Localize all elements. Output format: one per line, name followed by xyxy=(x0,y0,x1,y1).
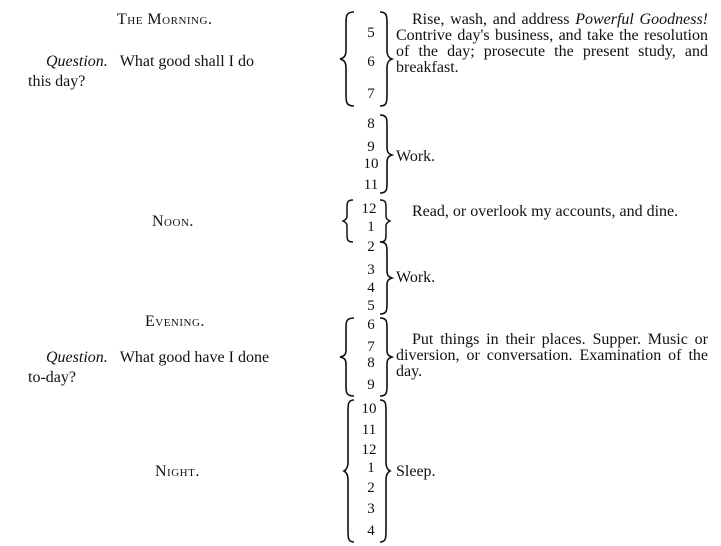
evening-right-brace xyxy=(378,316,394,398)
evening-question-prefix: Question. xyxy=(46,349,108,366)
evening-left-brace xyxy=(338,316,356,398)
morning-label: The Morning. xyxy=(117,11,213,28)
hour-3-am: 3 xyxy=(367,501,375,517)
work-am-desc: Work. xyxy=(396,148,436,165)
morning-question-prefix: Question. xyxy=(46,53,108,70)
hour-8-pm: 8 xyxy=(367,355,375,371)
hour-9: 9 xyxy=(367,139,375,155)
hour-1-pm: 1 xyxy=(367,219,375,235)
evening-desc-text: Put things in their places. Supper. Music or diversion, or conversation. Examination of the day. xyxy=(396,331,708,380)
hour-3: 3 xyxy=(367,262,375,278)
morning-question-text: What good shall I do xyxy=(119,53,254,70)
evening-label: Evening. xyxy=(145,313,205,330)
hour-7: 7 xyxy=(367,86,375,102)
morning-question-cont: this day? xyxy=(28,73,86,90)
noon-left-brace xyxy=(341,198,355,244)
hour-2: 2 xyxy=(367,239,375,255)
hour-12-am: 12 xyxy=(361,442,377,458)
evening-question-cont: to-day? xyxy=(28,369,76,386)
hour-6: 6 xyxy=(367,54,375,70)
work-pm-desc: Work. xyxy=(396,269,436,286)
night-label: Night. xyxy=(155,463,200,480)
morning-desc-emph: Powerful Goodness! xyxy=(575,11,708,28)
work-pm-brace xyxy=(378,240,394,316)
hour-7-pm: 7 xyxy=(367,339,375,355)
evening-description xyxy=(396,332,708,380)
evening-question-text: What good have I done xyxy=(119,349,270,366)
hour-2-am: 2 xyxy=(367,480,375,496)
hour-6-pm: 6 xyxy=(367,317,375,333)
morning-left-brace xyxy=(338,10,356,108)
night-right-brace xyxy=(378,398,392,544)
morning-desc-intro: Rise, wash, and address xyxy=(412,11,576,28)
morning-description xyxy=(396,12,708,76)
work-am-brace xyxy=(378,113,394,195)
hour-12-noon: 12 xyxy=(361,201,377,217)
hour-5: 5 xyxy=(367,25,375,41)
hour-11: 11 xyxy=(363,177,379,193)
hour-10-pm: 10 xyxy=(361,401,377,417)
morning-question xyxy=(46,52,254,72)
hour-5-pm: 5 xyxy=(367,298,375,314)
night-left-brace xyxy=(342,398,356,544)
morning-desc-rest: Contrive day's business, and take the resolution of the day; prosecute the present study, and breakfast. xyxy=(396,27,708,76)
noon-desc-text: Read, or overlook my accounts, and dine. xyxy=(412,203,679,220)
hour-9-pm: 9 xyxy=(367,377,375,393)
hour-4: 4 xyxy=(367,280,375,296)
hour-4-am: 4 xyxy=(367,523,375,539)
hour-8: 8 xyxy=(367,116,375,132)
evening-question xyxy=(46,348,269,368)
noon-description xyxy=(396,204,708,220)
morning-right-brace xyxy=(378,10,394,108)
noon-right-brace xyxy=(378,198,392,244)
night-desc: Sleep. xyxy=(396,463,436,480)
hour-11-pm: 11 xyxy=(361,422,377,438)
noon-label: Noon. xyxy=(152,213,194,230)
hour-10: 10 xyxy=(363,156,379,172)
hour-1-am: 1 xyxy=(367,460,375,476)
